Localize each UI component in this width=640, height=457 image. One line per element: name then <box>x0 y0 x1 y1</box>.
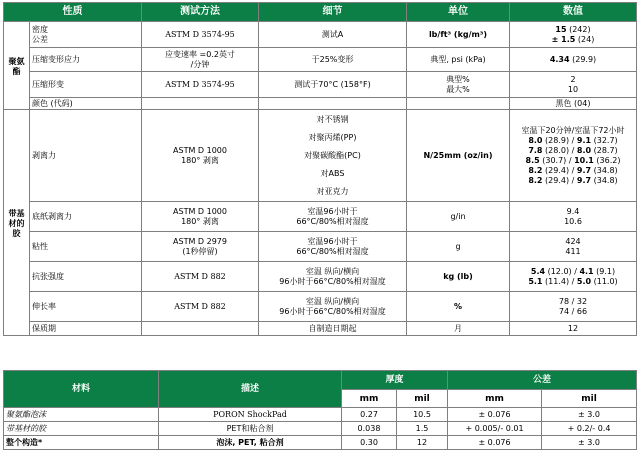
tensile-detail-line1: 室温 纵向/横向 <box>305 266 360 276</box>
peel-value-row: 7.8 (28.0) / 8.0 (28.7) <box>528 145 618 155</box>
thickness-mm: 0.30 <box>342 436 397 450</box>
tack-value <box>510 232 637 262</box>
peel-value-20min-oz: (30.7) <box>542 155 567 165</box>
peel-value-72h: 8.0 <box>576 145 592 155</box>
shelf-property: 保质期 <box>30 322 142 336</box>
header-unit: 单位 <box>407 3 510 22</box>
tensile-cd: 4.1 <box>579 266 594 276</box>
row-tack <box>4 232 637 262</box>
cfd-value-metric: (29.9) <box>572 54 597 64</box>
peel-value-72h-oz: (32.7) <box>593 135 618 145</box>
elong-detail <box>259 292 407 322</box>
section-polyurethane <box>4 22 30 110</box>
lowpeel-value <box>510 202 637 232</box>
material-name: 聚氨酯泡沫 <box>4 408 159 422</box>
peel-value-72h-oz: (28.7) <box>593 145 618 155</box>
compset-value-typical: 2 <box>570 74 576 84</box>
peel-detail-item: 对聚碳酸酯(PC) <box>304 150 361 160</box>
density-value-main: 15 <box>555 24 567 34</box>
thickness-mil: 1.5 <box>397 422 448 436</box>
cfd-method-line2: /分钟 <box>190 59 210 69</box>
tack-method <box>142 232 259 262</box>
cfd-method <box>142 48 259 72</box>
row-tensile <box>4 262 637 292</box>
header-method: 测试方法 <box>142 3 259 22</box>
peel-detail <box>259 110 407 202</box>
elong-value-aged: 74 / 66 <box>558 306 588 316</box>
peel-value-20min: 8.2 <box>528 175 543 185</box>
tensile-detail-line2: 96小时于66°C/80%相对湿度 <box>279 276 386 286</box>
peel-detail-item: 对不锈钢 <box>316 114 349 124</box>
peel-detail-item: 对聚丙烯(PP) <box>308 132 357 142</box>
tensile-md-lb: (12.0) <box>547 266 572 276</box>
compset-value-max: 10 <box>567 84 579 94</box>
tack-method-line2: (1秒停留) <box>182 246 218 256</box>
compset-detail: 测试于70°C (158°F) <box>259 72 407 98</box>
compset-unit-max: 最大% <box>446 84 470 94</box>
row-shelf-life <box>4 322 637 336</box>
header-tolerance: 公差 <box>448 371 637 390</box>
peel-unit: N/25mm (oz/in) <box>407 110 510 202</box>
density-label: 密度 <box>32 24 48 34</box>
peel-value-20min-oz: (29.4) <box>545 165 570 175</box>
compset-unit <box>407 72 510 98</box>
peel-value-20min: 8.0 <box>528 135 543 145</box>
lowpeel-value-rt: 9.4 <box>566 206 580 216</box>
header-tolerance-mil: mil <box>542 390 637 408</box>
tolerance-mil: + 0.2/- 0.4 <box>542 422 637 436</box>
tack-detail-line1: 室温96小时于 <box>307 236 358 246</box>
cfd-value-main: 4.34 <box>549 54 570 64</box>
peel-value-72h: 10.1 <box>574 155 594 165</box>
compset-unit-typical: 典型% <box>446 74 470 84</box>
tolerance-mil: ± 3.0 <box>542 436 637 450</box>
header-thickness-mm: mm <box>342 390 397 408</box>
tack-unit: g <box>407 232 510 262</box>
lowpeel-detail-line2: 66°C/80%相对湿度 <box>296 216 369 226</box>
lowpeel-detail <box>259 202 407 232</box>
lowpeel-method-line2: 180° 剥离 <box>181 216 219 226</box>
properties-header-row <box>4 3 637 22</box>
peel-detail-item: 对亚克力 <box>316 186 349 196</box>
tolerance-mm: + 0.005/- 0.01 <box>448 422 542 436</box>
elong-unit: % <box>407 292 510 322</box>
shelf-unit: 月 <box>407 322 510 336</box>
density-tolerance-metric: (24) <box>577 34 595 44</box>
cfd-unit: 典型, psi (kPa) <box>407 48 510 72</box>
tolerance-mm: ± 0.076 <box>448 436 542 450</box>
row-compression-set <box>4 72 637 98</box>
construction-row <box>4 408 637 422</box>
tack-value-rt: 424 <box>565 236 581 246</box>
peel-method <box>142 110 259 202</box>
tensile-property: 抗张强度 <box>30 262 142 292</box>
thickness-mil: 12 <box>397 436 448 450</box>
tensile-md-aged: 5.1 <box>528 276 543 286</box>
peel-value-20min: 7.8 <box>528 145 543 155</box>
peel-value-72h: 9.1 <box>576 135 592 145</box>
peel-value-72h: 9.7 <box>576 175 592 185</box>
shelf-value: 12 <box>510 322 637 336</box>
cfd-property: 压缩变形应力 <box>30 48 142 72</box>
color-property: 颜色 (代码) <box>30 98 142 110</box>
properties-table <box>3 2 637 336</box>
peel-values <box>510 110 637 202</box>
cfd-method-line1: 应变速率 =0.2英寸 <box>165 49 235 59</box>
tensile-md: 5.4 <box>530 266 546 276</box>
row-elongation <box>4 292 637 322</box>
section-adhesive <box>4 110 30 336</box>
tack-value-aged: 411 <box>565 246 581 256</box>
peel-value-row: 8.2 (29.4) / 9.7 (34.8) <box>528 165 618 175</box>
peel-value-20min: 8.5 <box>525 155 540 165</box>
color-method <box>142 98 259 110</box>
peel-value-row: 8.0 (28.9) / 9.1 (32.7) <box>528 135 618 145</box>
compset-method: ASTM D 3574-95 <box>142 72 259 98</box>
material-description: PET和粘合剂 <box>159 422 342 436</box>
peel-value-20min-oz: (29.4) <box>545 175 570 185</box>
material-description: PORON ShockPad <box>159 408 342 422</box>
compset-property: 压缩形变 <box>30 72 142 98</box>
row-peel <box>4 110 637 202</box>
peel-detail-item: 对ABS <box>320 168 345 178</box>
peel-value-72h-oz: (34.8) <box>593 175 618 185</box>
row-cfd <box>4 48 637 72</box>
tack-method-line1: ASTM D 2979 <box>173 236 227 246</box>
peel-value-72h-oz: (34.8) <box>593 165 618 175</box>
material-description: 泡沫, PET, 粘合剂 <box>159 436 342 450</box>
elong-property: 伸长率 <box>30 292 142 322</box>
header-tolerance-mm: mm <box>448 390 542 408</box>
material-name: 带基材的胶 <box>4 422 159 436</box>
row-color <box>4 98 637 110</box>
tack-detail <box>259 232 407 262</box>
density-value-metric: (242) <box>569 24 591 34</box>
peel-property: 剥离力 <box>30 110 142 202</box>
density-detail: 测试A <box>259 22 407 48</box>
peel-value-row: 8.5 (30.7) / 10.1 (36.2) <box>525 155 621 165</box>
peel-value-20min-oz: (28.9) <box>545 135 570 145</box>
elong-detail-line2: 96小时于66°C/80%相对湿度 <box>279 306 386 316</box>
row-liner-release <box>4 202 637 232</box>
elong-value-rt: 78 / 32 <box>558 296 588 306</box>
compset-value <box>510 72 637 98</box>
tensile-unit: kg (lb) <box>407 262 510 292</box>
tensile-md-aged-lb: (11.4) <box>545 276 570 286</box>
peel-value-20min-oz: (28.0) <box>545 145 570 155</box>
cfd-detail: 于25%变形 <box>259 48 407 72</box>
tolerance-mil: ± 3.0 <box>542 408 637 422</box>
header-thickness: 厚度 <box>342 371 448 390</box>
header-material: 材料 <box>4 371 159 408</box>
lowpeel-value-aged: 10.6 <box>564 216 582 226</box>
peel-value-72h: 9.7 <box>576 165 592 175</box>
tensile-cd-aged-lb: (11.0) <box>593 276 618 286</box>
peel-method-line1: ASTM D 1000 <box>173 145 227 155</box>
tensile-cd-lb: (9.1) <box>596 266 616 276</box>
shelf-method <box>142 322 259 336</box>
color-unit <box>407 98 510 110</box>
peel-method-line2: 180° 剥离 <box>181 155 219 165</box>
lowpeel-property: 底纸剥离力 <box>30 202 142 232</box>
tolerance-mm: ± 0.076 <box>448 408 542 422</box>
tack-property: 粘性 <box>30 232 142 262</box>
row-density <box>4 22 637 48</box>
tensile-method: ASTM D 882 <box>142 262 259 292</box>
color-value: 黑色 (04) <box>510 98 637 110</box>
construction-row-total <box>4 436 637 450</box>
density-property <box>30 22 142 48</box>
thickness-mm: 0.038 <box>342 422 397 436</box>
peel-value-20min: 8.2 <box>528 165 543 175</box>
tensile-value: 5.4 (12.0) / 4.1 (9.1) 5.1 (11.4) / 5.0 (11.0) <box>510 262 637 292</box>
lowpeel-detail-line1: 室温96小时于 <box>307 206 358 216</box>
lowpeel-method-line1: ASTM D 1000 <box>173 206 227 216</box>
header-value: 数值 <box>510 3 637 22</box>
construction-table <box>3 370 637 450</box>
peel-value-row: 8.2 (29.4) / 9.7 (34.8) <box>528 175 618 185</box>
lowpeel-method <box>142 202 259 232</box>
elong-method: ASTM D 882 <box>142 292 259 322</box>
density-unit: lb/ft³ (kg/m³) <box>407 22 510 48</box>
header-detail: 细节 <box>259 3 407 22</box>
header-property: 性质 <box>4 3 142 22</box>
elong-value <box>510 292 637 322</box>
construction-row <box>4 422 637 436</box>
header-thickness-mil: mil <box>397 390 448 408</box>
density-value <box>510 22 637 48</box>
color-detail <box>259 98 407 110</box>
section-adhesive-title: 带基材的胶 <box>8 207 25 238</box>
density-method: ASTM D 3574-95 <box>142 22 259 48</box>
material-name: 整个构造* <box>4 436 159 450</box>
thickness-mm: 0.27 <box>342 408 397 422</box>
tensile-cd-aged: 5.0 <box>576 276 592 286</box>
thickness-mil: 10.5 <box>397 408 448 422</box>
density-tolerance-main: ± 1.5 <box>551 34 576 44</box>
peel-value-72h-oz: (36.2) <box>596 155 621 165</box>
construction-header-row <box>4 371 637 390</box>
shelf-detail: 自制造日期起 <box>259 322 407 336</box>
tack-detail-line2: 66°C/80%相对湿度 <box>296 246 369 256</box>
tensile-detail <box>259 262 407 292</box>
tolerance-label: 公差 <box>32 34 48 44</box>
cfd-value <box>510 48 637 72</box>
section-polyurethane-title: 聚氨酯 <box>8 55 25 76</box>
header-description: 描述 <box>159 371 342 408</box>
elong-detail-line1: 室温 纵向/横向 <box>305 296 360 306</box>
peel-values-header: 室温下20分钟/室温下72小时 <box>521 125 625 135</box>
lowpeel-unit: g/in <box>407 202 510 232</box>
